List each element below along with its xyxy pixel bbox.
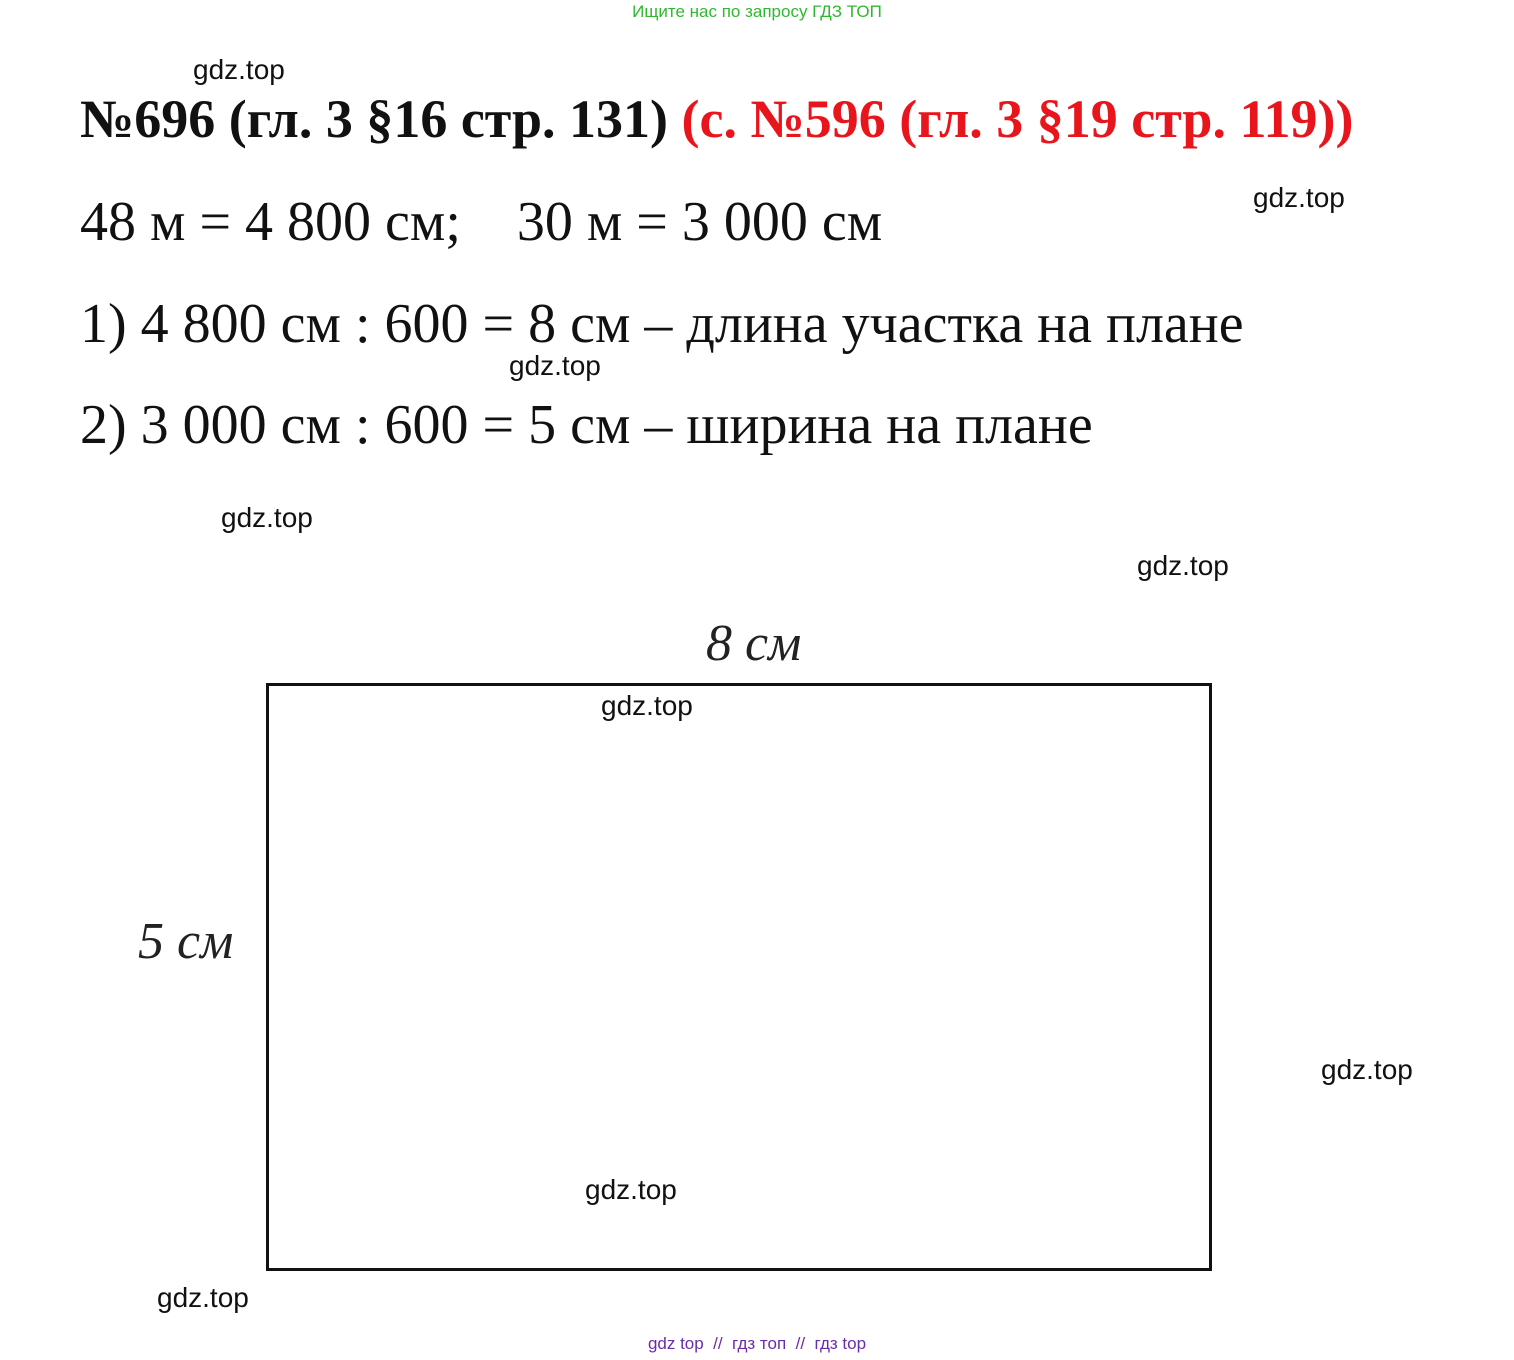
rect-length-label: 8 см xyxy=(706,615,802,672)
watermark: gdz.top xyxy=(193,54,285,85)
plot-plan-rectangle xyxy=(266,683,1212,1271)
conversion-line: 48 м = 4 800 см; 30 м = 3 000 см xyxy=(80,191,883,253)
watermark: gdz.top xyxy=(1321,1054,1413,1085)
task-title xyxy=(80,88,1353,150)
top-banner: Ищите нас по запросу ГДЗ ТОП xyxy=(632,2,882,21)
watermark: gdz.top xyxy=(601,690,693,721)
watermark: gdz.top xyxy=(585,1174,677,1205)
rect-width-label: 5 см xyxy=(138,913,234,970)
step-1-line: 1) 4 800 см : 600 = 8 см – длина участка на плане xyxy=(80,293,1244,355)
watermark: gdz.top xyxy=(1137,550,1229,581)
step-2-line: 2) 3 000 см : 600 = 5 см – ширина на плане xyxy=(80,394,1093,456)
watermark: gdz.top xyxy=(221,502,313,533)
task-title-main: №696 (гл. 3 §16 стр. 131) xyxy=(80,89,668,149)
watermark: gdz.top xyxy=(157,1282,249,1313)
footer-links: gdz top // гдз топ // гдз top xyxy=(647,1334,867,1353)
watermark: gdz.top xyxy=(509,350,601,381)
task-title-alt: (с. №596 (гл. 3 §19 стр. 119)) xyxy=(681,89,1354,149)
watermark: gdz.top xyxy=(1253,182,1345,213)
